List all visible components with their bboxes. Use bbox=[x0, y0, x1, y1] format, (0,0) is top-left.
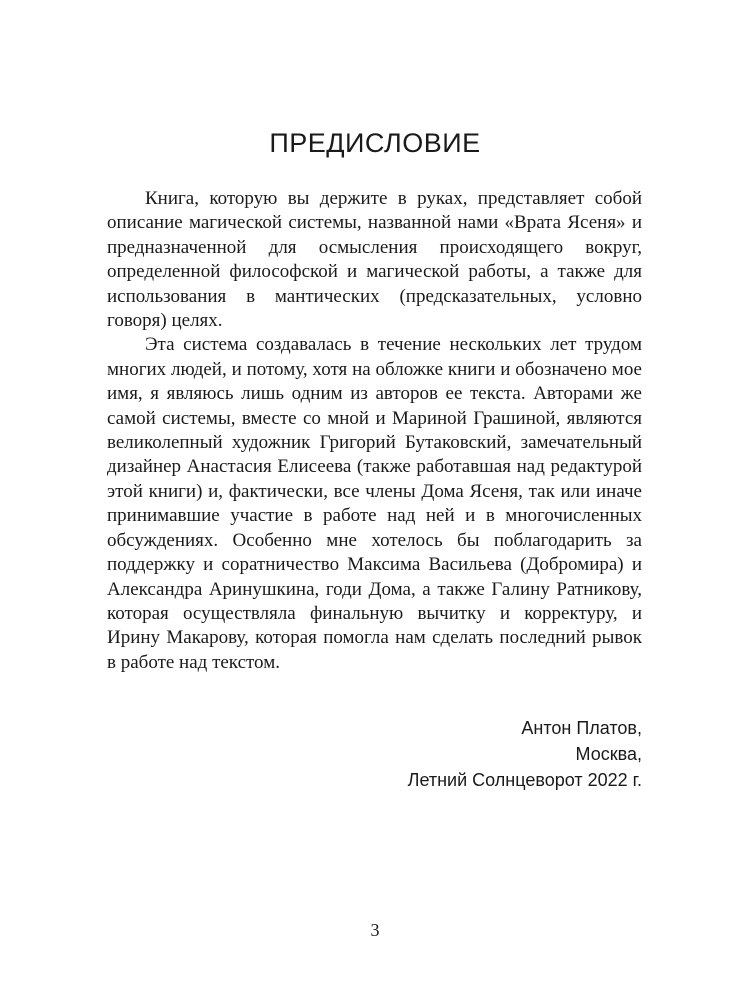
paragraph: Эта система создавалась в течение нескольких лет трудом многих людей, и потому, хотя на обложке книги и обозначено мое имя, я являюсь лишь одним из авторов ее текста. Авторами же самой системы, вместе со мной и Мариной Грашиной, являются великолепный художник Григорий Бутаковский, замечательный дизайнер Анастасия Елисеева (также работавшая над редактурой этой книги) и, фактически, все члены Дома Ясеня, так или иначе принимавшие участие в работе над ней и в многочисленных обсуждениях. Особенно мне хотелось бы поблагодарить за поддержку и соратничество Максима Васильева (Добромира) и Александра Аринушкина, годи Дома, а также Галину Ратникову, которая осуществляла финальную вычитку и корректуру, и Ирину Макарову, которая помогла нам сделать последний рывок в работе над текстом. bbox=[107, 334, 642, 673]
paragraph: Книга, которую вы держите в руках, представляет собой описание магической системы, названной нами «Врата Ясеня» и предназначенной для осмысления происходящего вокруг, определенной философской и магической работы, а также для использования в мантических (предсказательных, условно говоря) целях. bbox=[107, 188, 642, 332]
signature-date: Летний Солнцеворот 2022 г. bbox=[407, 770, 642, 790]
signature-author: Антон Платов, bbox=[521, 718, 642, 738]
page-title: ПРЕДИСЛОВИЕ bbox=[269, 128, 481, 158]
signature-city: Москва, bbox=[575, 744, 642, 764]
page-number: 3 bbox=[370, 920, 380, 940]
signature-block bbox=[408, 715, 642, 793]
preface-body bbox=[107, 187, 642, 675]
